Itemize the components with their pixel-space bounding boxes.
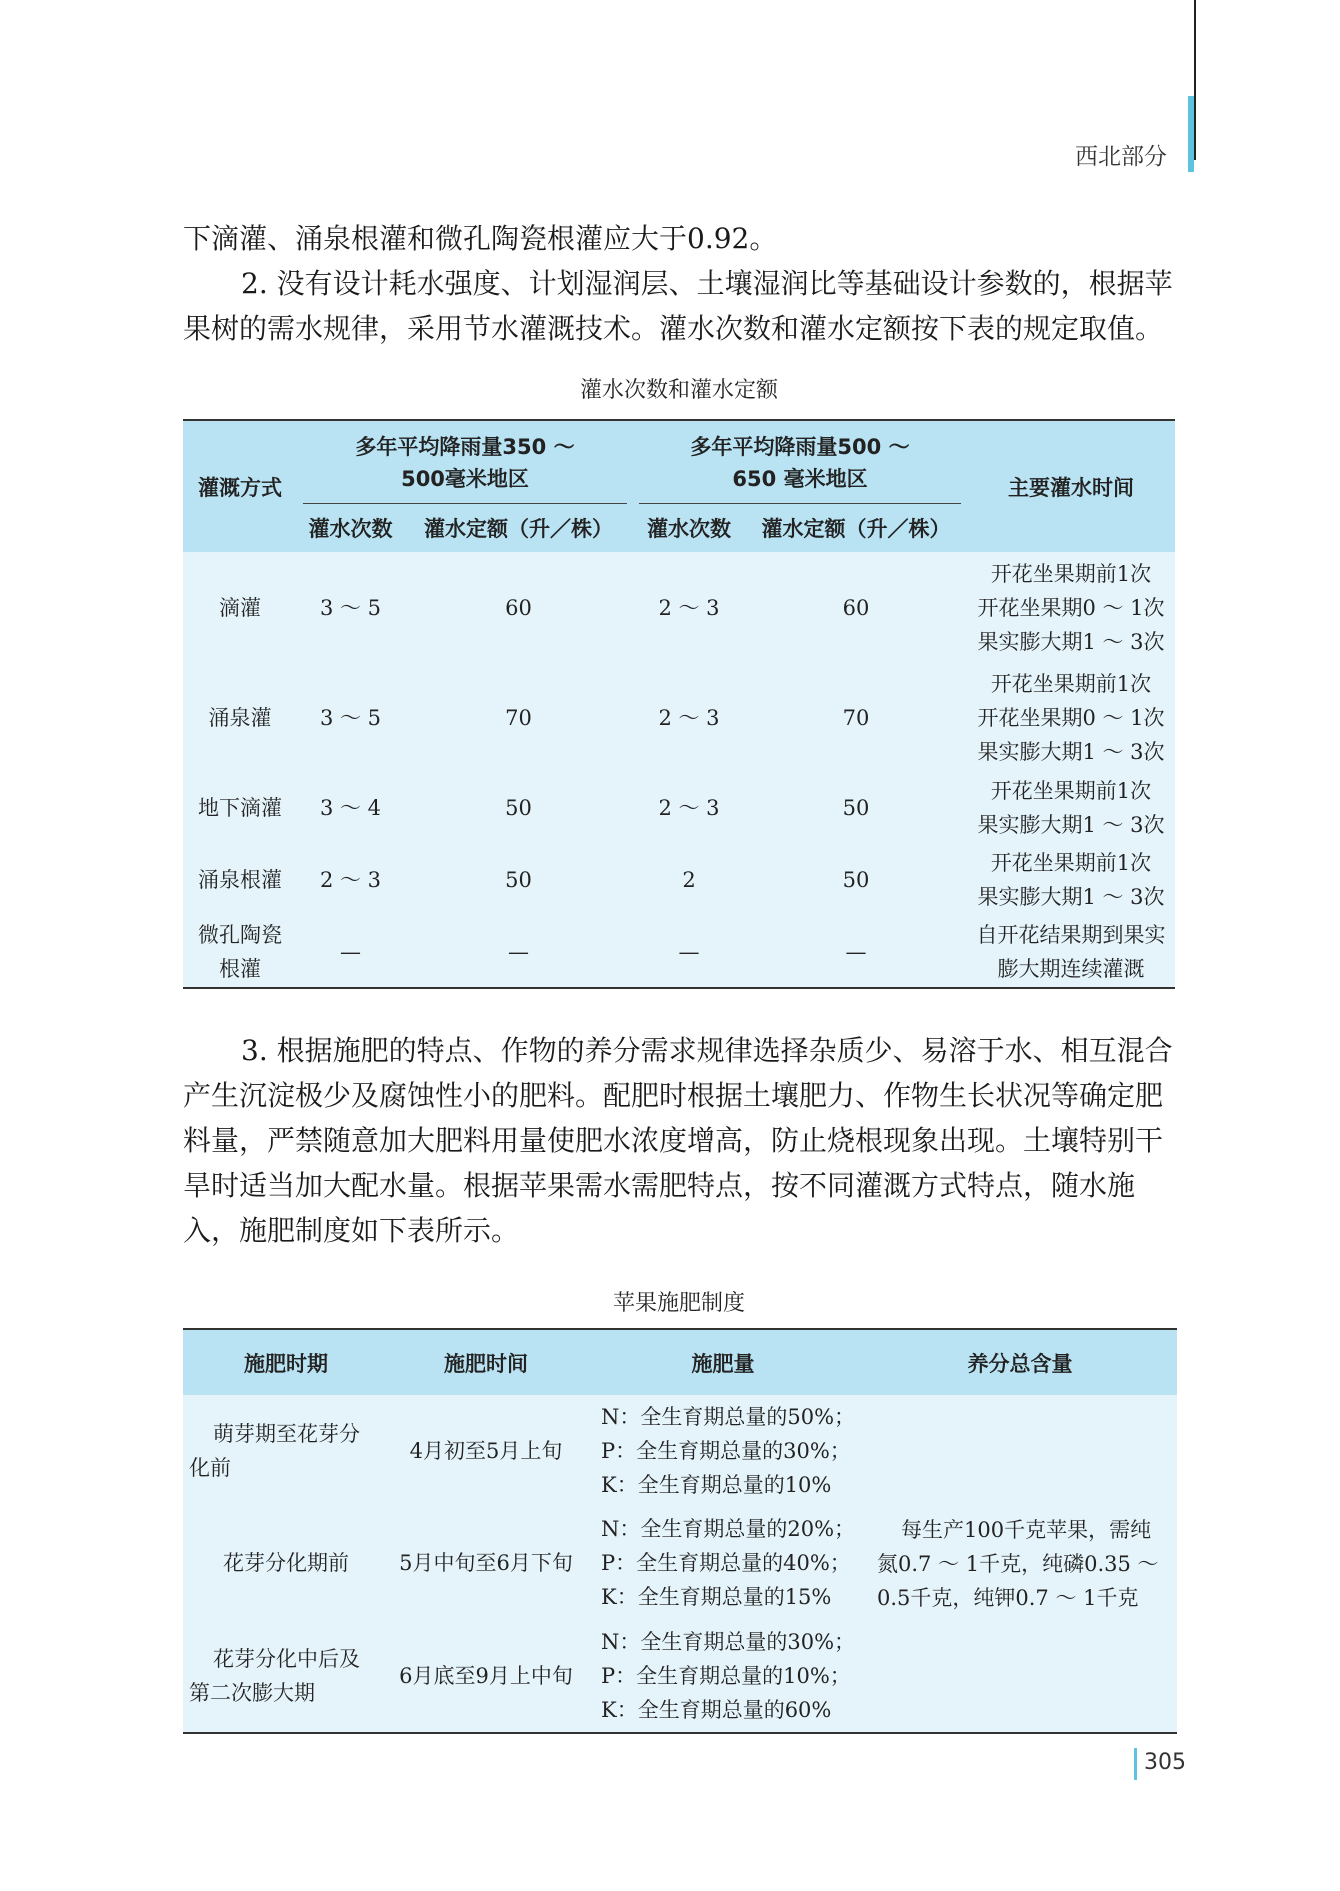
cell-time: 6月底至9月上中旬	[389, 1619, 583, 1733]
cell-quota: 50	[745, 844, 967, 916]
body-text-top	[183, 216, 1175, 351]
body-text-bottom	[183, 1028, 1175, 1253]
cell-count: 2 ～ 3	[633, 772, 745, 844]
table2-caption: 苹果施肥制度	[612, 1291, 745, 1316]
cell-count: 2	[633, 844, 745, 916]
cell-time: 5月中旬至6月下旬	[389, 1507, 583, 1619]
table-row	[183, 1395, 1177, 1507]
cell-method: 微孔陶瓷 根灌	[183, 916, 297, 988]
cell-method: 滴灌	[183, 552, 297, 664]
header-quota-1: 灌水定额（升／株）	[404, 504, 633, 552]
cell-main-time: 开花坐果期前1次 果实膨大期1 ～ 3次	[967, 844, 1175, 916]
cell-quota: 70	[745, 664, 967, 772]
cell-count: 2 ～ 3	[633, 664, 745, 772]
header-zone-1: 多年平均降雨量350 ～ 500毫米地区	[297, 420, 633, 504]
cell-main-time: 开花坐果期前1次 开花坐果期0 ～ 1次 果实膨大期1 ～ 3次	[967, 552, 1175, 664]
paragraph-2: 2. 没有设计耗水强度、计划湿润层、土壤湿润比等基础设计参数的，根据苹果树的需水规律，采用节水灌溉技术。灌水次数和灌水定额按下表的规定取值。	[183, 267, 1173, 345]
cell-main-time: 自开花结果期到果实 膨大期连续灌溉	[967, 916, 1175, 988]
cell-count: 3 ～ 4	[297, 772, 404, 844]
cell-main-time: 开花坐果期前1次 开花坐果期0 ～ 1次 果实膨大期1 ～ 3次	[967, 664, 1175, 772]
page-number-bar	[1134, 1748, 1137, 1780]
cell-count: —	[297, 916, 404, 988]
table-row	[183, 772, 1175, 844]
cell-main-time: 开花坐果期前1次 果实膨大期1 ～ 3次	[967, 772, 1175, 844]
cell-count: 2 ～ 3	[297, 844, 404, 916]
cell-amount: N：全生育期总量的30%； P：全生育期总量的10%； K：全生育期总量的60%	[583, 1619, 863, 1733]
paragraph-3: 3. 根据施肥的特点、作物的养分需求规律选择杂质少、易溶于水、相互混合产生沉淀极少及腐蚀性小的肥料。配肥时根据土壤肥力、作物生长状况等确定肥料量，严禁随意加大肥料用量使肥水浓度增高，防止烧根现象出现。土壤特别干旱时适当加大配水量。根据苹果需水需肥特点，按不同灌溉方式特点，随水施入，施肥制度如下表所示。	[183, 1034, 1173, 1247]
irrigation-table	[183, 419, 1175, 989]
cell-method: 涌泉灌	[183, 664, 297, 772]
cell-method: 地下滴灌	[183, 772, 297, 844]
page-number: 305	[1144, 1750, 1186, 1775]
header-rule	[1194, 0, 1196, 160]
header-count-1: 灌水次数	[297, 504, 404, 552]
header-quota-2: 灌水定额（升／株）	[745, 504, 967, 552]
cell-method: 涌泉根灌	[183, 844, 297, 916]
cell-quota: 50	[404, 844, 633, 916]
cell-quota: —	[404, 916, 633, 988]
cell-quota: —	[745, 916, 967, 988]
table-row	[183, 844, 1175, 916]
cell-count: —	[633, 916, 745, 988]
cell-nutrient-total: 每生产100千克苹果，需纯 氮0.7 ～ 1千克，纯磷0.35 ～ 0.5千克，纯钾0.7 ～ 1千克	[863, 1395, 1177, 1733]
header-method: 灌溉方式	[183, 420, 297, 552]
fertilization-table	[183, 1328, 1177, 1734]
cell-amount: N：全生育期总量的20%； P：全生育期总量的40%； K：全生育期总量的15%	[583, 1507, 863, 1619]
table-row	[183, 664, 1175, 772]
section-label: 西北部分	[1075, 144, 1167, 170]
header-zone-2: 多年平均降雨量500 ～ 650 毫米地区	[633, 420, 967, 504]
cell-quota: 70	[404, 664, 633, 772]
cell-count: 3 ～ 5	[297, 552, 404, 664]
cell-count: 2 ～ 3	[633, 552, 745, 664]
header-main-time: 主要灌水时间	[967, 420, 1175, 552]
header-time: 施肥时间	[389, 1329, 583, 1395]
cell-amount: N：全生育期总量的50%； P：全生育期总量的30%； K：全生育期总量的10%	[583, 1395, 863, 1507]
cell-period: 花芽分化期前	[183, 1507, 389, 1619]
table1-caption: 灌水次数和灌水定额	[579, 378, 778, 403]
cell-time: 4月初至5月上旬	[389, 1395, 583, 1507]
header-amount: 施肥量	[583, 1329, 863, 1395]
header-accent-bar	[1188, 96, 1194, 172]
cell-quota: 60	[745, 552, 967, 664]
cell-quota: 60	[404, 552, 633, 664]
table-row	[183, 916, 1175, 988]
table-row	[183, 552, 1175, 664]
cell-period: 萌芽期至花芽分 化前	[183, 1395, 389, 1507]
header-period: 施肥时期	[183, 1329, 389, 1395]
cell-period: 花芽分化中后及 第二次膨大期	[183, 1619, 389, 1733]
header-total: 养分总含量	[863, 1329, 1177, 1395]
header-count-2: 灌水次数	[633, 504, 745, 552]
cell-quota: 50	[404, 772, 633, 844]
paragraph-1: 下滴灌、涌泉根灌和微孔陶瓷根灌应大于0.92。	[183, 222, 778, 255]
cell-count: 3 ～ 5	[297, 664, 404, 772]
cell-quota: 50	[745, 772, 967, 844]
